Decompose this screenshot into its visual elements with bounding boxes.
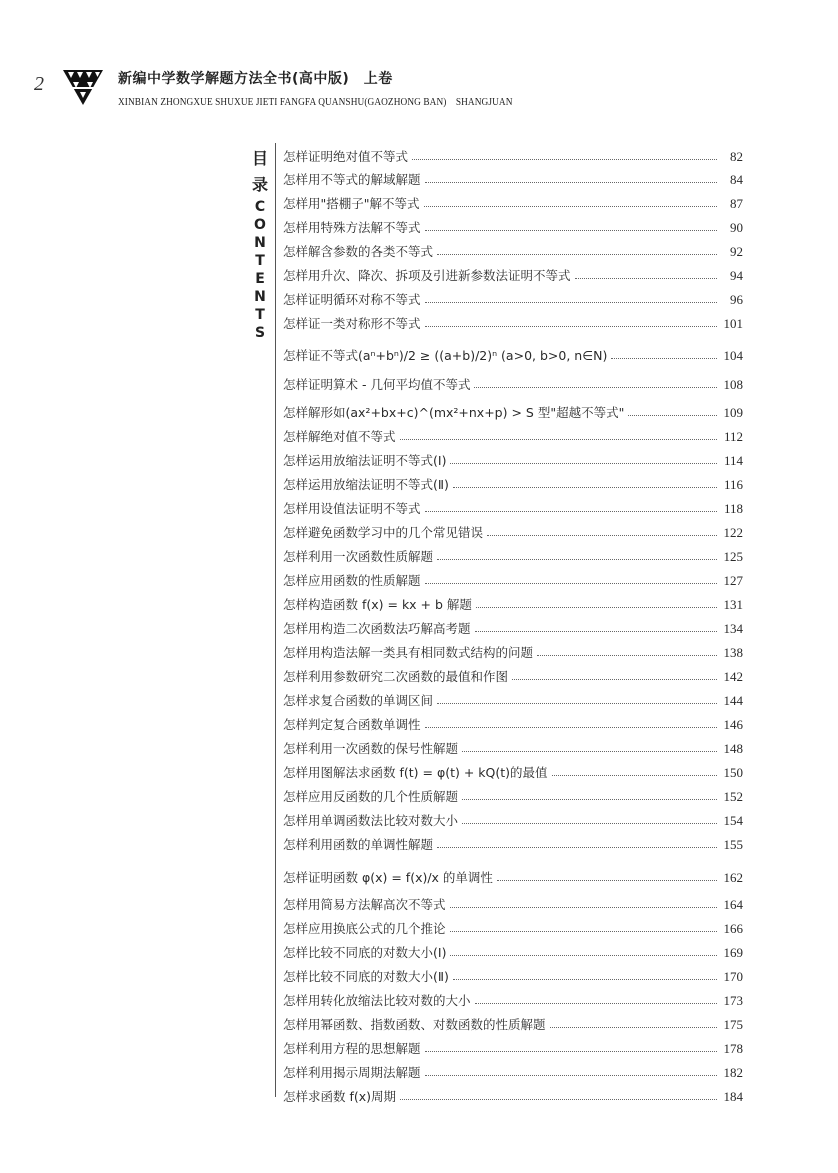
leader-dots — [462, 822, 717, 824]
leader-dots — [628, 414, 717, 416]
toc-entry[interactable] — [283, 891, 743, 913]
toc-entry-title: 怎样证不等式(aⁿ+bⁿ)/2 ≥ ((a+b)/2)ⁿ (a>0, b>0, n∈N) — [283, 348, 608, 363]
toc-entry-page: 125 — [723, 549, 743, 564]
toc-entry[interactable] — [283, 1035, 743, 1057]
toc-entry-title: 怎样证明函数 φ(x) = f(x)/x 的单调性 — [283, 870, 493, 885]
toc-entry-page: 166 — [723, 921, 743, 936]
toc-entry-title: 怎样求复合函数的单调区间 — [283, 693, 434, 708]
toc-entry-page: 170 — [723, 969, 743, 984]
toc-entry-title: 怎样运用放缩法证明不等式(Ⅰ) — [283, 453, 447, 468]
leader-dots — [437, 558, 717, 560]
toc-entry-page: 178 — [723, 1041, 743, 1056]
leader-dots — [453, 486, 717, 488]
toc-entry-title: 怎样用构造法解一类具有相同数式结构的问题 — [283, 645, 534, 660]
toc-entry[interactable] — [283, 371, 743, 393]
leader-dots — [575, 277, 717, 279]
toc-entry-page: 116 — [723, 477, 743, 492]
toc-entry-title: 怎样运用放缩法证明不等式(Ⅱ) — [283, 477, 449, 492]
leader-dots — [425, 301, 717, 303]
toc-entry[interactable] — [283, 214, 743, 236]
leader-dots — [425, 325, 717, 327]
toc-entry-title: 怎样用构造二次函数法巧解高考题 — [283, 621, 471, 636]
toc-entry-page: 146 — [723, 717, 743, 732]
toc-entry-page: 90 — [730, 220, 743, 235]
toc-entry-page: 169 — [723, 945, 743, 960]
toc-entry[interactable] — [283, 759, 743, 781]
leader-dots — [487, 534, 717, 536]
toc-entry-title: 怎样应用函数的性质解题 — [283, 573, 421, 588]
toc-entry-page: 182 — [723, 1065, 743, 1080]
leader-dots — [475, 1002, 717, 1004]
toc-entry-page: 144 — [723, 693, 743, 708]
toc-entry-title: 怎样用图解法求函数 f(t) = φ(t) + kQ(t)的最值 — [283, 765, 548, 780]
vertical-divider — [275, 143, 276, 1097]
leader-dots — [424, 205, 718, 207]
toc-entry-title: 怎样利用揭示周期法解题 — [283, 1065, 421, 1080]
toc-entry[interactable] — [283, 310, 743, 332]
leader-dots — [537, 654, 717, 656]
toc-entry[interactable] — [283, 687, 743, 709]
toc-entry[interactable] — [283, 286, 743, 308]
toc-entry[interactable] — [283, 166, 743, 188]
leader-dots — [462, 750, 717, 752]
toc-entry-page: 164 — [723, 897, 743, 912]
book-title-pinyin: XINBIAN ZHONGXUE SHUXUE JIETI FANGFA QUANSHU(GAOZHONG BAN) SHANGJUAN — [118, 97, 513, 108]
label-en-char: C — [254, 199, 266, 215]
toc-entry[interactable] — [283, 423, 743, 445]
contents-vertical-label — [250, 146, 270, 342]
toc-entry[interactable] — [283, 783, 743, 805]
toc-entry[interactable] — [283, 342, 743, 364]
toc-entry-title: 怎样用简易方法解高次不等式 — [283, 897, 446, 912]
toc-entry-page: 108 — [723, 377, 743, 392]
toc-entry-title: 怎样证明循环对称不等式 — [283, 292, 421, 307]
toc-entry[interactable] — [283, 639, 743, 661]
toc-entry-page: 131 — [723, 597, 743, 612]
leader-dots — [476, 606, 717, 608]
toc-entry[interactable] — [283, 987, 743, 1009]
label-en-char: O — [254, 217, 266, 233]
label-en-char: T — [255, 307, 265, 323]
toc-entry-title: 怎样证明绝对值不等式 — [283, 149, 409, 164]
toc-entry-title: 怎样利用函数的单调性解题 — [283, 837, 434, 852]
toc-entry[interactable] — [283, 543, 743, 565]
toc-entry[interactable] — [283, 615, 743, 637]
leader-dots — [425, 229, 717, 231]
toc-entry-page: 150 — [723, 765, 743, 780]
toc-entry-title: 怎样利用一次函数的保号性解题 — [283, 741, 459, 756]
toc-entry[interactable] — [283, 1059, 743, 1081]
toc-entry-title: 怎样应用反函数的几个性质解题 — [283, 789, 459, 804]
toc-entry-page: 148 — [723, 741, 743, 756]
toc-entry[interactable] — [283, 519, 743, 541]
toc-entry[interactable] — [283, 915, 743, 937]
triangle-logo-icon — [62, 68, 104, 106]
toc-entry[interactable] — [283, 807, 743, 829]
toc-entry-page: 112 — [723, 429, 743, 444]
page-number: 2 — [34, 73, 44, 95]
leader-dots — [497, 879, 717, 881]
toc-entry[interactable] — [283, 190, 743, 212]
leader-dots — [552, 774, 717, 776]
toc-entry[interactable] — [283, 864, 743, 886]
toc-entry[interactable] — [283, 663, 743, 685]
toc-entry[interactable] — [283, 143, 743, 165]
toc-entry-page: 109 — [723, 405, 743, 420]
toc-entry[interactable] — [283, 238, 743, 260]
toc-entry-page: 127 — [723, 573, 743, 588]
toc-entry[interactable] — [283, 831, 743, 853]
toc-entry-page: 118 — [723, 501, 743, 516]
toc-entry-page: 184 — [723, 1089, 743, 1104]
leader-dots — [474, 386, 717, 388]
toc-entry-title: 怎样解含参数的各类不等式 — [283, 244, 434, 259]
toc-entry-title: 怎样用转化放缩法比较对数的大小 — [283, 993, 471, 1008]
leader-dots — [450, 906, 717, 908]
label-cn-char: 目 — [251, 149, 268, 168]
leader-dots — [400, 1098, 717, 1100]
toc-entry-page: 154 — [723, 813, 743, 828]
toc-entry-page: 94 — [730, 268, 743, 283]
toc-entry-title: 怎样用"搭棚子"解不等式 — [283, 196, 420, 211]
leader-dots — [512, 678, 717, 680]
leader-dots — [425, 1074, 717, 1076]
leader-dots — [425, 1050, 717, 1052]
toc-entry[interactable] — [283, 399, 743, 421]
toc-entry-page: 114 — [723, 453, 743, 468]
leader-dots — [450, 954, 717, 956]
toc-entry-page: 87 — [730, 196, 743, 211]
toc-entry-page: 101 — [723, 316, 743, 331]
toc-entry-title: 怎样解形如(ax²+bx+c)^(mx²+nx+p) > S 型"超越不等式" — [283, 405, 625, 420]
label-en-char: N — [254, 289, 266, 305]
leader-dots — [437, 253, 717, 255]
leader-dots — [475, 630, 717, 632]
toc-entry[interactable] — [283, 735, 743, 757]
toc-entry[interactable] — [283, 711, 743, 733]
toc-entry[interactable] — [283, 567, 743, 589]
toc-entry-page: 82 — [730, 149, 743, 164]
toc-entry-title: 怎样用特殊方法解不等式 — [283, 220, 421, 235]
label-cn-char: 录 — [251, 175, 268, 194]
toc-entry-title: 怎样应用换底公式的几个推论 — [283, 921, 446, 936]
toc-entry-title: 怎样用升次、降次、拆项及引进新参数法证明不等式 — [283, 268, 571, 283]
toc-entry-title: 怎样构造函数 f(x) = kx + b 解题 — [283, 597, 472, 612]
leader-dots — [425, 582, 717, 584]
toc-entry-title: 怎样证明算术 - 几何平均值不等式 — [283, 377, 471, 392]
leader-dots — [425, 181, 717, 183]
toc-entry-title: 怎样比较不同底的对数大小(Ⅱ) — [283, 969, 449, 984]
label-en-char: S — [254, 325, 266, 341]
toc-entry[interactable] — [283, 495, 743, 517]
toc-entry-page: 173 — [723, 993, 743, 1008]
leader-dots — [437, 846, 717, 848]
toc-entry-page: 175 — [723, 1017, 743, 1032]
toc-entry[interactable] — [283, 447, 743, 469]
toc-entry[interactable] — [283, 591, 743, 613]
toc-entry-title: 怎样利用一次函数性质解题 — [283, 549, 434, 564]
toc-entry-page: 122 — [723, 525, 743, 540]
leader-dots — [450, 462, 717, 464]
toc-entry-page: 96 — [730, 292, 743, 307]
toc-entry-title: 怎样避免函数学习中的几个常见错误 — [283, 525, 484, 540]
toc-entry-title: 怎样求函数 f(x)周期 — [283, 1089, 397, 1104]
toc-entry-page: 134 — [723, 621, 743, 636]
leader-dots — [453, 978, 717, 980]
toc-entry-page: 92 — [730, 244, 743, 259]
label-en-char: T — [255, 253, 265, 269]
leader-dots — [462, 798, 717, 800]
toc-entry-page: 142 — [723, 669, 743, 684]
toc-entry-page: 84 — [730, 172, 743, 187]
toc-entry-page: 138 — [723, 645, 743, 660]
leader-dots — [550, 1026, 717, 1028]
toc-entry-title: 怎样利用参数研究二次函数的最值和作图 — [283, 669, 509, 684]
toc-entry-page: 152 — [723, 789, 743, 804]
toc-entry[interactable] — [283, 939, 743, 961]
toc-entry[interactable] — [283, 1011, 743, 1033]
toc-entry-title: 怎样利用方程的思想解题 — [283, 1041, 421, 1056]
toc-entry-page: 104 — [723, 348, 743, 363]
leader-dots — [425, 726, 717, 728]
toc-entry[interactable] — [283, 1083, 743, 1105]
toc-entry[interactable] — [283, 471, 743, 493]
toc-entry-title: 怎样用幂函数、指数函数、对数函数的性质解题 — [283, 1017, 546, 1032]
toc-entry[interactable] — [283, 262, 743, 284]
book-title-chinese: 新编中学数学解题方法全书(高中版) 上卷 — [118, 71, 393, 87]
toc-entry-title: 怎样比较不同底的对数大小(Ⅰ) — [283, 945, 447, 960]
toc-entry-title: 怎样用不等式的解域解题 — [283, 172, 421, 187]
toc-entry-title: 怎样证一类对称形不等式 — [283, 316, 421, 331]
label-en-char: N — [254, 235, 266, 251]
toc-entry-page: 162 — [723, 870, 743, 885]
leader-dots — [400, 438, 717, 440]
toc-entry-title: 怎样判定复合函数单调性 — [283, 717, 421, 732]
leader-dots — [412, 158, 717, 160]
leader-dots — [450, 930, 717, 932]
leader-dots — [425, 510, 717, 512]
label-en-char: E — [255, 271, 265, 287]
toc-entry-title: 怎样用单调函数法比较对数大小 — [283, 813, 459, 828]
toc-entry-title: 怎样解绝对值不等式 — [283, 429, 396, 444]
toc-entry-page: 155 — [723, 837, 743, 852]
leader-dots — [437, 702, 717, 704]
leader-dots — [611, 357, 717, 359]
toc-entry[interactable] — [283, 963, 743, 985]
toc-entry-title: 怎样用设值法证明不等式 — [283, 501, 421, 516]
